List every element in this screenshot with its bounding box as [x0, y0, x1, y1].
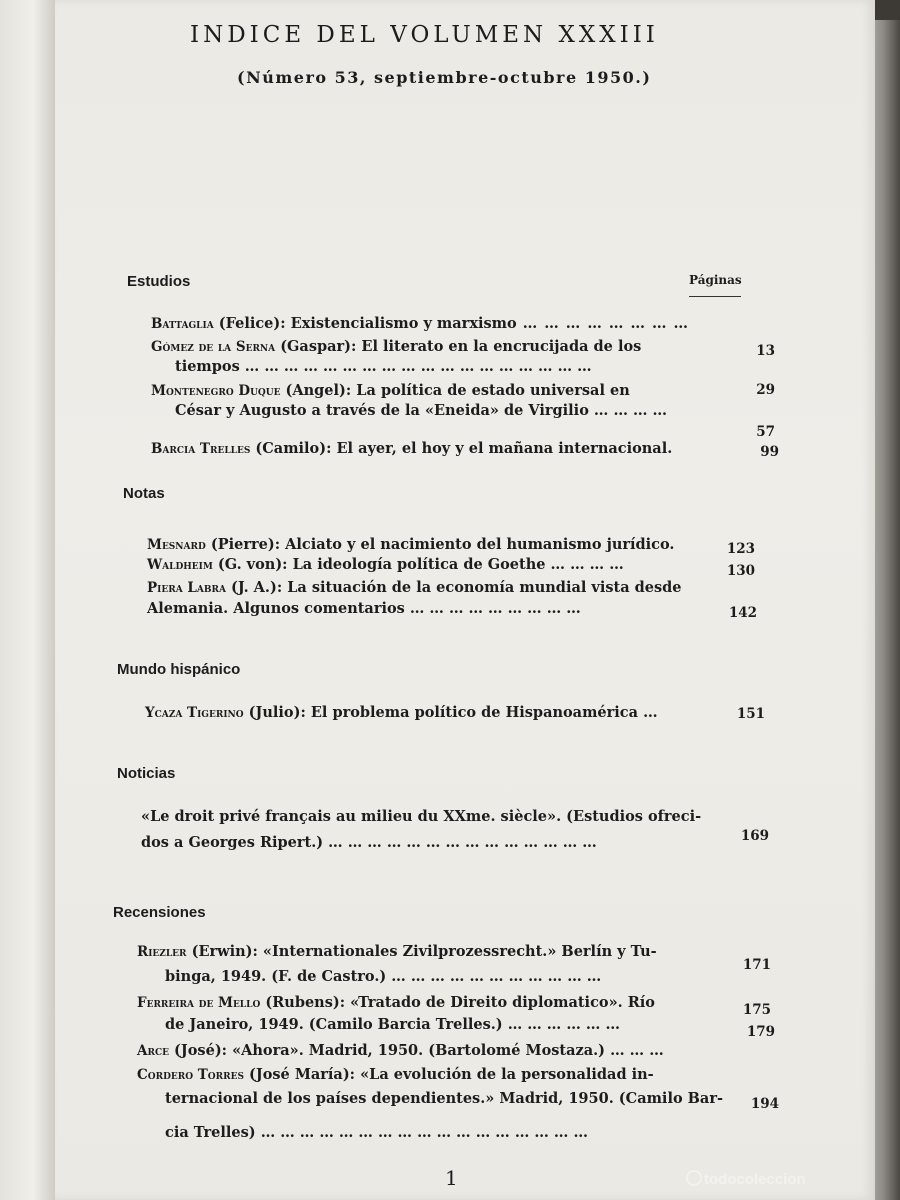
paginas-label: Páginas [689, 273, 742, 287]
entry-continuation: cia Trelles) … … … … … … … … … … … … … … … … … [165, 1124, 588, 1141]
entry-page: 99 [760, 444, 779, 460]
entry-page: 29 [756, 382, 775, 398]
entry-text: (Gaspar): El literato en la encrucijada de los [275, 338, 642, 355]
entry-continuation: ternacional de los países dependientes.» Madrid, 1950. (Camilo Bar- [165, 1090, 723, 1107]
document-subtitle: (Número 53, septiembre-octubre 1950.) [237, 68, 652, 87]
entry-page: 169 [740, 828, 769, 844]
entry-continuation: César y Augusto a través de la «Eneida» de Virgilio … … … … [175, 402, 668, 419]
toc-entry [137, 994, 655, 1011]
entry-author: Riezler [137, 944, 187, 960]
section-heading-mundo-hispanico: Mundo hispánico [117, 661, 241, 678]
toc-entry [151, 382, 630, 399]
toc-entry [137, 943, 657, 960]
toc-entry [151, 440, 672, 457]
section-heading-recensiones: Recensiones [113, 904, 206, 921]
entry-leader: … … … … … … … … [516, 315, 690, 332]
document-page [55, 0, 875, 1200]
entry-page: 194 [750, 1096, 779, 1112]
entry-author: Cordero Torres [137, 1067, 244, 1083]
entry-page: 142 [728, 605, 757, 621]
entry-page: 171 [742, 957, 771, 973]
entry-continuation: binga, 1949. (F. de Castro.) … … … … … … … … … … … [165, 968, 602, 985]
left-page-edge [0, 0, 55, 1200]
entry-author: Mesnard [147, 537, 206, 553]
watermark-text: todocoleccion [704, 1171, 806, 1188]
toc-entry [137, 1042, 664, 1059]
entry-continuation: dos a Georges Ripert.) … … … … … … … … … … … … … … [141, 834, 597, 851]
entry-text: (Rubens): «Tratado de Direito diplomatico». Río [260, 994, 655, 1011]
section-heading-notas: Notas [123, 485, 165, 502]
entry-text: (Felice): Existencialismo y marxismo [213, 315, 517, 332]
entry-author: Ferreira de Mello [137, 995, 261, 1011]
page-number: 1 [445, 1166, 458, 1190]
toc-entry [151, 315, 689, 332]
toc-entry [147, 536, 674, 553]
entry-continuation: tiempos … … … … … … … … … … … … … … … … … … [175, 358, 592, 375]
entry-page: 13 [756, 343, 775, 359]
entry-text: (José): «Ahora». Madrid, 1950. (Bartolomé Mostaza.) … … … [168, 1042, 664, 1059]
entry-continuation: Alemania. Algunos comentarios … … … … … … … … … [147, 600, 581, 617]
entry-author: Barcia Trelles [151, 441, 251, 457]
entry-author: Ycaza Tigerino [145, 705, 244, 721]
entry-text: (J. A.): La situación de la economía mundial vista desde [225, 579, 682, 596]
section-heading-noticias: Noticias [117, 765, 176, 782]
entry-continuation: de Janeiro, 1949. (Camilo Barcia Trelles.) … … … … … … [165, 1016, 620, 1033]
toc-entry [137, 1066, 654, 1083]
entry-page: 123 [726, 541, 755, 557]
entry-author: Battaglia [151, 316, 214, 332]
toc-entry [147, 556, 624, 573]
toc-entry [151, 338, 641, 355]
entry-author: Piera Labra [147, 580, 226, 596]
entry-author: Montenegro Duque [151, 383, 281, 399]
entry-text: (Pierre): Alciato y el nacimiento del humanismo jurídico. [205, 536, 675, 553]
entry-page: 57 [756, 424, 775, 440]
watermark-logo [686, 1170, 806, 1188]
entry-text: (Erwin): «Internationales Zivilprozessrecht.» Berlín y Tu- [186, 943, 657, 960]
entry-text: (Angel): La política de estado universal en [280, 382, 630, 399]
entry-text: (José María): «La evolución de la personalidad in- [243, 1066, 654, 1083]
entry-page: 179 [746, 1024, 775, 1040]
toc-entry [141, 808, 701, 825]
toc-entry [147, 579, 682, 596]
toc-entry [145, 704, 658, 721]
watermark-icon [686, 1170, 702, 1186]
entry-page: 130 [726, 563, 755, 579]
paginas-rule [689, 296, 741, 297]
entry-text: (Camilo): El ayer, el hoy y el mañana internacional. [250, 440, 673, 457]
document-title: INDICE DEL VOLUMEN XXXIII [190, 22, 659, 48]
entry-page: 175 [742, 1002, 771, 1018]
section-heading-estudios: Estudios [127, 273, 191, 290]
entry-author: Gómez de la Serna [151, 339, 276, 355]
entry-author: Waldheim [147, 557, 213, 573]
entry-page: 151 [736, 706, 765, 722]
entry-text: «Le droit privé français au milieu du XXme. siècle». (Estudios ofreci- [141, 808, 702, 825]
entry-text: (G. von): La ideología política de Goethe … … … … [212, 556, 624, 573]
entry-text: (Julio): El problema político de Hispanoamérica … [243, 704, 658, 721]
entry-author: Arce [137, 1043, 169, 1059]
